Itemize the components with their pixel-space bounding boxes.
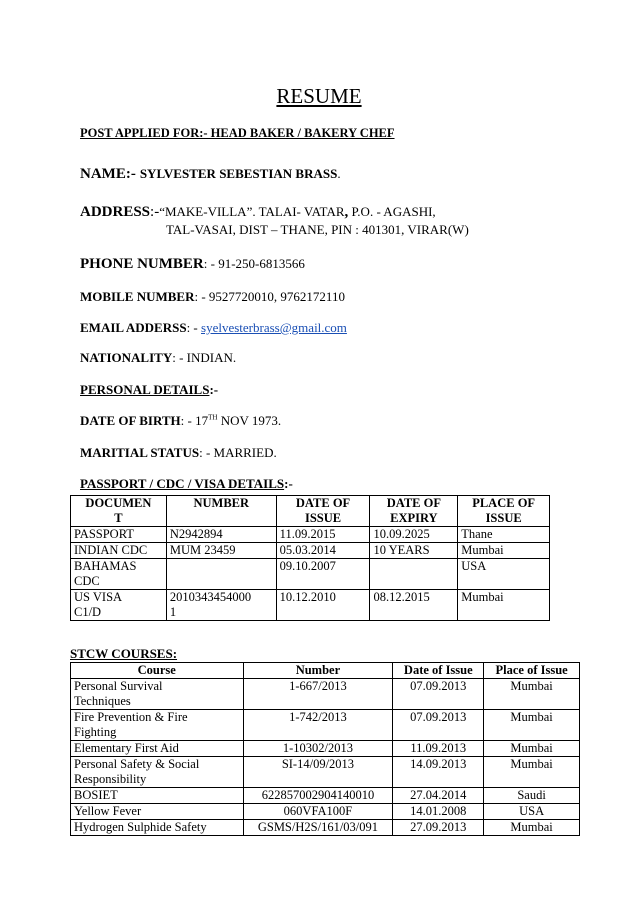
stcw-cell: Mumbai xyxy=(484,679,580,710)
passport-row xyxy=(71,590,550,621)
stcw-cell: 14.01.2008 xyxy=(393,804,484,820)
personal-details-text: PERSONAL DETAILS xyxy=(80,382,210,397)
passport-cell: BAHAMAS CDC xyxy=(71,559,167,590)
nationality-line xyxy=(80,350,236,366)
passport-col-number: NUMBER xyxy=(166,496,276,527)
passport-cell: MUM 23459 xyxy=(166,543,276,559)
personal-details-heading xyxy=(80,382,218,398)
passport-cell: 11.09.2015 xyxy=(276,527,370,543)
passport-cell: Thane xyxy=(458,527,550,543)
address-sep: :- xyxy=(150,204,160,220)
passport-cell: 2010343454000 1 xyxy=(166,590,276,621)
stcw-cell: Mumbai xyxy=(484,757,580,788)
marital-value: : - MARRIED. xyxy=(199,445,277,460)
personal-details-suffix: :- xyxy=(209,382,219,397)
stcw-col-place: Place of Issue xyxy=(484,663,580,679)
passport-cell: US VISA C1/D xyxy=(71,590,167,621)
email-link[interactable]: syelvesterbrass@gmail.com xyxy=(201,320,347,335)
mobile-label: MOBILE NUMBER xyxy=(80,289,195,304)
passport-cell: Mumbai xyxy=(458,543,550,559)
stcw-cell: Elementary First Aid xyxy=(71,741,244,757)
name-trail: . xyxy=(337,166,341,181)
passport-col-place: PLACE OF ISSUE xyxy=(458,496,550,527)
email-label: EMAIL ADDERSS xyxy=(80,320,187,335)
passport-cell: USA xyxy=(458,559,550,590)
address-line-1 xyxy=(80,203,436,221)
stcw-cell: Mumbai xyxy=(484,741,580,757)
passport-cell: 10.12.2010 xyxy=(276,590,370,621)
stcw-row xyxy=(71,741,580,757)
stcw-cell: 27.09.2013 xyxy=(393,820,484,836)
stcw-cell: 27.04.2014 xyxy=(393,788,484,804)
passport-col-document: DOCUMEN T xyxy=(71,496,167,527)
nationality-value: : - INDIAN. xyxy=(172,350,237,365)
stcw-row xyxy=(71,820,580,836)
stcw-row xyxy=(71,710,580,741)
email-sep: : - xyxy=(186,320,202,335)
passport-cell xyxy=(166,559,276,590)
dob-post: NOV 1973. xyxy=(217,413,282,428)
stcw-cell: 622857002904140010 xyxy=(243,788,393,804)
passport-cell: 05.03.2014 xyxy=(276,543,370,559)
stcw-row xyxy=(71,757,580,788)
stcw-cell: 1-10302/2013 xyxy=(243,741,393,757)
stcw-heading: STCW COURSES: xyxy=(70,646,178,661)
stcw-row xyxy=(71,804,580,820)
stcw-cell: 14.09.2013 xyxy=(393,757,484,788)
address-comma: , xyxy=(344,204,349,220)
stcw-col-number: Number xyxy=(243,663,393,679)
stcw-cell: 07.09.2013 xyxy=(393,679,484,710)
post-applied: POST APPLIED FOR:- HEAD BAKER / BAKERY CHEF xyxy=(80,126,395,140)
mobile-value: : - 9527720010, 9762172110 xyxy=(194,289,345,304)
stcw-cell: Hydrogen Sulphide Safety xyxy=(71,820,244,836)
nationality-label: NATIONALITY xyxy=(80,350,173,365)
passport-cell: N2942894 xyxy=(166,527,276,543)
passport-row xyxy=(71,559,550,590)
stcw-cell: 11.09.2013 xyxy=(393,741,484,757)
passport-row xyxy=(71,527,550,543)
stcw-table xyxy=(70,662,580,836)
passport-row xyxy=(71,543,550,559)
stcw-cell: 060VFA100F xyxy=(243,804,393,820)
stcw-row xyxy=(71,788,580,804)
name-value: SYLVESTER SEBESTIAN BRASS xyxy=(139,166,338,181)
passport-cell: PASSPORT xyxy=(71,527,167,543)
stcw-cell: GSMS/H2S/161/03/091 xyxy=(243,820,393,836)
passport-cell: 08.12.2015 xyxy=(370,590,458,621)
dob-pre: : - 17 xyxy=(180,413,209,428)
mobile-line xyxy=(80,289,345,305)
passport-cell: Mumbai xyxy=(458,590,550,621)
passport-col-date-issue: DATE OF ISSUE xyxy=(276,496,370,527)
dob-label: DATE OF BIRTH xyxy=(80,413,181,428)
resume-title: RESUME xyxy=(276,84,362,108)
address-line-2: TAL-VASAI, DIST – THANE, PIN : 401301, VIRAR(W) xyxy=(166,222,469,237)
stcw-cell: 1-742/2013 xyxy=(243,710,393,741)
passport-heading-suffix: :- xyxy=(284,476,293,491)
stcw-cell: Personal Survival Techniques xyxy=(71,679,244,710)
dob-line xyxy=(80,413,281,429)
passport-cell xyxy=(370,559,458,590)
phone-line xyxy=(80,255,305,273)
stcw-cell: USA xyxy=(484,804,580,820)
passport-table xyxy=(70,495,550,621)
stcw-row xyxy=(71,679,580,710)
address-label: ADDRESS xyxy=(80,204,151,220)
stcw-cell: Personal Safety & Social Responsibility xyxy=(71,757,244,788)
email-line xyxy=(80,320,347,336)
passport-col-date-expiry: DATE OF EXPIRY xyxy=(370,496,458,527)
marital-label: MARITIAL STATUS xyxy=(80,445,200,460)
passport-cell: INDIAN CDC xyxy=(71,543,167,559)
passport-cell: 10.09.2025 xyxy=(370,527,458,543)
name-label: NAME:- xyxy=(80,166,136,182)
stcw-cell: Mumbai xyxy=(484,710,580,741)
passport-header-row xyxy=(71,496,550,527)
stcw-cell: Mumbai xyxy=(484,820,580,836)
name-line xyxy=(80,165,341,183)
passport-heading xyxy=(80,476,293,492)
passport-cell: 09.10.2007 xyxy=(276,559,370,590)
stcw-cell: Yellow Fever xyxy=(71,804,244,820)
stcw-cell: BOSIET xyxy=(71,788,244,804)
marital-line xyxy=(80,445,277,461)
passport-heading-text: PASSPORT / CDC / VISA DETAILS xyxy=(80,476,285,491)
stcw-col-course: Course xyxy=(71,663,244,679)
stcw-col-date: Date of Issue xyxy=(393,663,484,679)
stcw-cell: Saudi xyxy=(484,788,580,804)
stcw-cell: 1-667/2013 xyxy=(243,679,393,710)
stcw-cell: 07.09.2013 xyxy=(393,710,484,741)
stcw-cell: Fire Prevention & Fire Fighting xyxy=(71,710,244,741)
stcw-cell: SI-14/09/2013 xyxy=(243,757,393,788)
dob-sup: TH xyxy=(208,413,218,422)
stcw-header-row xyxy=(71,663,580,679)
passport-cell: 10 YEARS xyxy=(370,543,458,559)
phone-value: : - 91-250-6813566 xyxy=(203,256,305,271)
phone-label: PHONE NUMBER xyxy=(80,256,204,272)
address-line1a: “MAKE-VILLA”. TALAI- VATAR xyxy=(159,204,345,219)
address-line1b: P.O. - AGASHI, xyxy=(348,204,436,219)
